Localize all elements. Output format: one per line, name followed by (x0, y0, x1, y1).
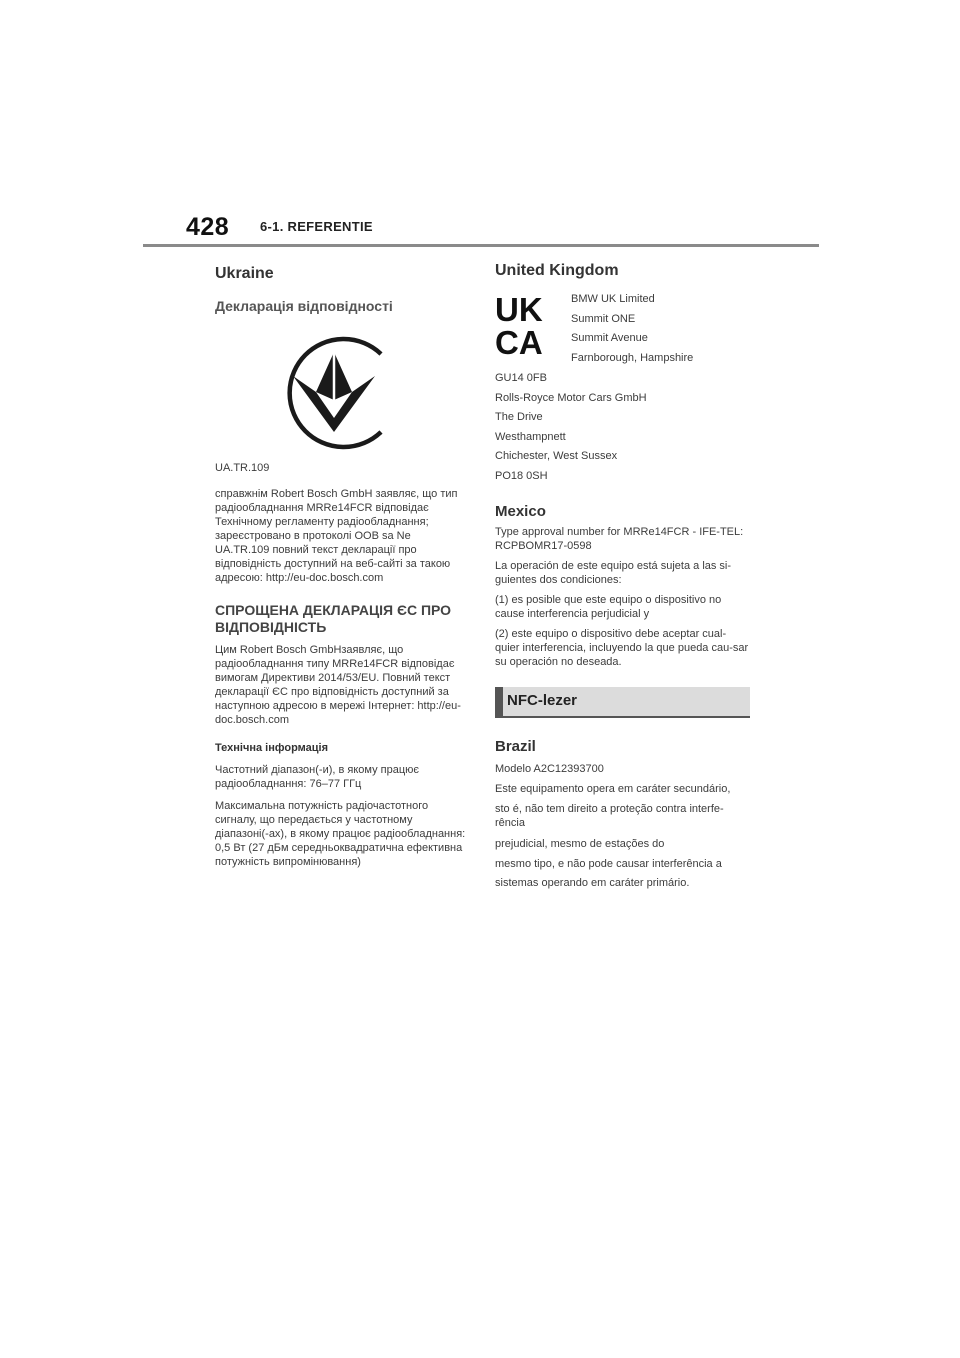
address-line: GU14 0FB (495, 372, 547, 384)
brazil-text-line: sistemas operando em caráter primário. (495, 877, 690, 889)
ukraine-tech-title: Технічна інформація (215, 742, 328, 754)
brazil-text-line: prejudicial, mesmo de estações do (495, 838, 665, 850)
nfc-section-header (495, 687, 750, 718)
address-line: The Drive (495, 411, 543, 423)
header-rule (143, 244, 819, 247)
uk-title: United Kingdom (495, 262, 619, 279)
brazil-text-line: Este equipamento opera em caráter secundário, (495, 782, 731, 795)
left-column (215, 262, 467, 869)
address-line: Rolls-Royce Motor Cars GmbH (495, 391, 647, 404)
ukraine-subtitle: Декларація відповідності (215, 298, 393, 314)
mexico-title: Mexico (495, 503, 546, 520)
page-number: 428 (186, 213, 230, 241)
ukraine-tech-power: Максимальна потужність радіочастотного сигналу, що передається у частотному діапазоні(-ах), в якому працює радіообладнання: 0,5 Вт (27 дБм середньоквадратична ефективна потужність випромінювання) (215, 800, 466, 868)
ukca-mark-icon (495, 293, 563, 355)
nfc-label: NFC-lezer (507, 692, 578, 709)
ukraine-cert-number: UA.TR.109 (215, 462, 270, 474)
brazil-text-line: sto é, não tem direito a proteção contra interfe-rência (495, 803, 724, 829)
brazil-title: Brazil (495, 738, 536, 755)
ukraine-simplified-title: СПРОЩЕНА ДЕКЛАРАЦІЯ ЄС ПРО ВІДПОВІДНІСТЬ (215, 602, 452, 635)
uk-address-beside-logo (571, 290, 693, 368)
ukraine-statement: справжнім Robert Bosch GmbH заявляє, що тип радіообладнання MRRe14FCR відповідає Технічному регламенту радіообладнання; зареєстровано в протоколі OOB sa Ne UA.TR.109 повний текст декларації про відповідність доступний на веб-сайті за такою адресою: http://eu-doc.bosch.com (215, 488, 458, 584)
mexico-conditions: La operación de este equipo está sujeta a las si-guientes dos condiciones: (495, 560, 732, 586)
address-line: Summit ONE (571, 312, 636, 325)
right-column (495, 262, 750, 894)
brazil-text-line: mesmo tipo, e não pode causar interferência a (495, 857, 722, 870)
ukca-logo-top: UK (495, 293, 543, 328)
ukrainian-conformity-mark-icon (273, 334, 391, 452)
section-header: 6-1. REFERENTIE (260, 219, 373, 234)
address-line: Farnborough, Hampshire (571, 351, 694, 364)
ukca-logo-bottom: CA (495, 324, 543, 355)
address-line: Chichester, West Sussex (495, 450, 618, 462)
mexico-approval: Type approval number for MRRe14FCR - IFE-TEL: RCPBOMR17-0598 (495, 526, 744, 552)
address-line: Westhampnett (495, 430, 566, 443)
mexico-condition-2: (2) este equipo o dispositivo debe aceptar cual-quier interferencia, incluyendo la que pueda cau-sar su operación no deseada. (495, 628, 749, 668)
ukraine-tech-frequency: Частотний діапазон(-и), в якому працює радіообладнання: 76–77 ГГц (215, 764, 419, 790)
brazil-model: Modelo A2C12393700 (495, 763, 604, 775)
mexico-condition-1: (1) es posible que este equipo o dispositivo no cause interferencia perjudicial y (495, 594, 722, 620)
uk-address-rest (495, 369, 750, 486)
address-line: BMW UK Limited (571, 293, 655, 305)
ukraine-title: Ukraine (215, 265, 274, 282)
uk-logo-row (495, 290, 750, 368)
address-line: Summit Avenue (571, 332, 648, 344)
address-line: PO18 0SH (495, 469, 548, 482)
ukraine-simplified-body: Цим Robert Bosch GmbHзаявляє, що радіообладнання типу MRRe14FCR відповідає вимогам Директиви 2014/53/EU. Повний текст декларації ЄС про відповідність доступний за наступною адресою в мережі Інтернет: http://eu-doc.bosch.com (215, 644, 461, 726)
